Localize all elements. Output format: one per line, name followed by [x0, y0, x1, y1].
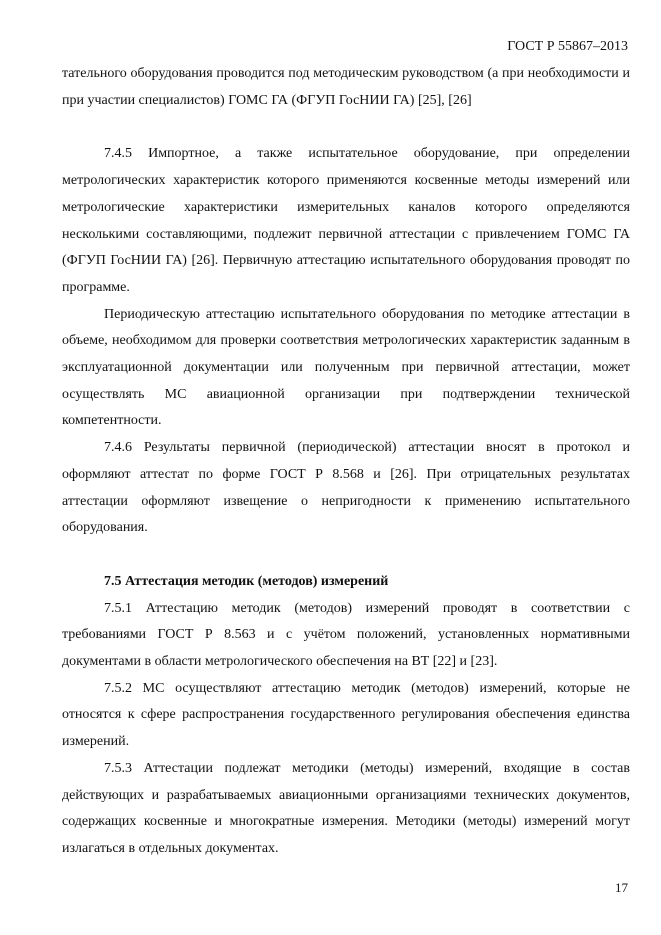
paragraph-7-4-5: 7.4.5 Импортное, а также испытательное оборудование, при определении метрологических характеристик которого применяются косвенные методы измерений или метрологические характеристики измерительных каналов которого определяются несколькими составляющими, подлежит первичной аттестации с привлечением ГОМС ГА (ФГУП ГосНИИ ГА) [26]. Первичную аттестацию испытательного оборудования проводят по программе. — [62, 146, 630, 295]
paragraph-7-5-1: 7.5.1 Аттестацию методик (методов) измерений проводят в соответствии с требованиями ГОСТ Р 8.563 и с учётом положений, установленных нормативными документами в области метрологического обеспечения на ВТ [22] и [23]. — [62, 600, 630, 670]
paragraph-continuation: тательного оборудования проводится под методическим руководством (а при необходимости и при участии специалистов) ГОМС ГА (ФГУП ГосНИИ ГА) [25], [26] — [62, 66, 630, 108]
paragraph-periodic-attestation: Периодическую аттестацию испытательного оборудования по методике аттестации в объеме, необходимом для проверки соответствия метрологических характеристик заданным в эксплуатационной документации или полученным при первичной аттестации, может осуществлять МС авиационной организации при подтверждении технической компетентности. — [62, 306, 630, 429]
paragraph-7-4-6: 7.4.6 Результаты первичной (периодической) аттестации вносят в протокол и оформляют аттестат по форме ГОСТ Р 8.568 и [26]. При отрицательных результатах аттестации оформляют извещение о непригодности к применению испытательного оборудования. — [62, 440, 630, 536]
section-heading-7-5: 7.5 Аттестация методик (методов) измерений — [104, 573, 389, 589]
document-header: ГОСТ Р 55867–2013 — [507, 39, 628, 54]
paragraph-7-5-3: 7.5.3 Аттестации подлежат методики (методы) измерений, входящие в состав действующих и разрабатываемых авиационными организациями технических документов, содержащих косвенные и многократные измерения. Методики (методы) измерений могут излагаться в отдельных документах. — [62, 760, 630, 856]
paragraph-7-5-2: 7.5.2 МС осуществляют аттестацию методик (методов) измерений, которые не относятся к сфере распространения государственного регулирования обеспечения единства измерений. — [62, 680, 630, 750]
document-body — [62, 61, 630, 863]
page-number: 17 — [615, 880, 628, 895]
